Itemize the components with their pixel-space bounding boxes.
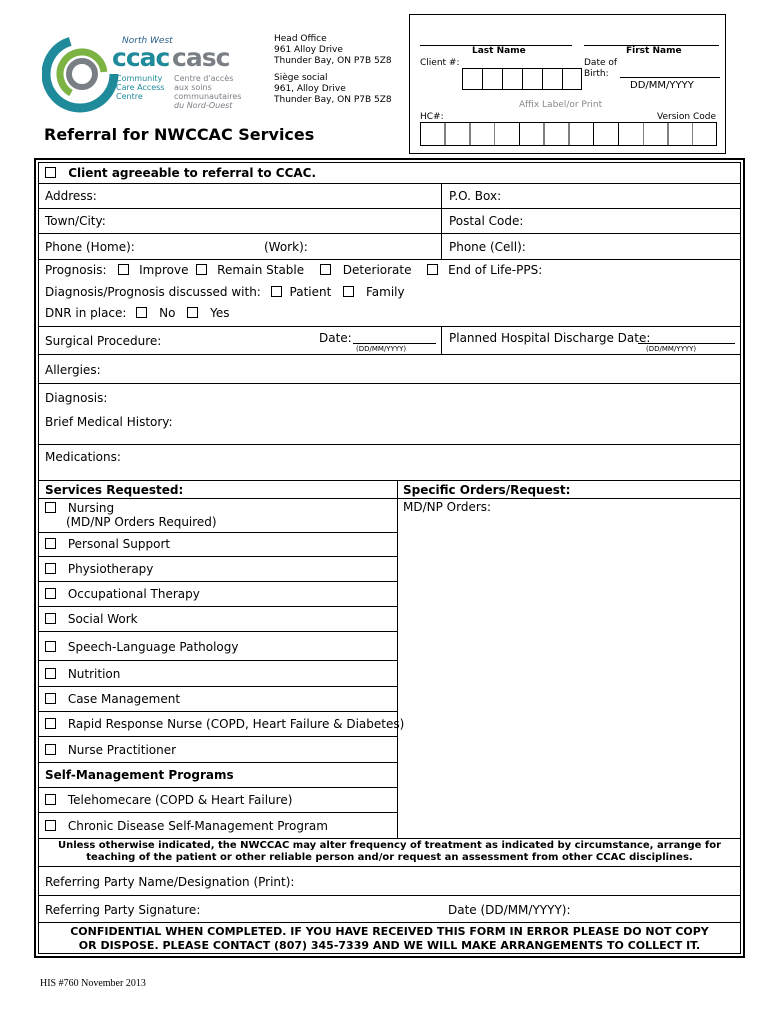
address-label: Address: — [45, 189, 97, 203]
town-label: Town/City: — [45, 214, 106, 228]
last-name-label: Last Name — [472, 46, 526, 56]
case-management-label: Case Management — [67, 692, 181, 706]
family-checkbox[interactable] — [343, 286, 354, 297]
logo-en-text — [116, 74, 164, 101]
phone-cell-label: Phone (Cell): — [449, 240, 526, 254]
rapid-response-label: Rapid Response Nurse (COPD, Heart Failure & Diabetes) — [67, 717, 405, 731]
hc-number-boxes[interactable] — [420, 122, 717, 146]
notice-line: Unless otherwise indicated, the NWCCAC may alter frequency of treatment as indicated by circumstance, arrange for — [57, 840, 722, 851]
dob-label-1: Date of — [584, 58, 618, 68]
dnr-row — [45, 306, 229, 320]
form-footer: HIS #760 November 2013 — [40, 978, 146, 989]
ccac-logo — [42, 34, 242, 112]
nursing-note: (MD/NP Orders Required) — [66, 515, 217, 529]
referring-signature-label: Referring Party Signature: — [45, 903, 201, 917]
medications-label: Medications: — [45, 450, 121, 464]
dnr-no-checkbox[interactable] — [136, 307, 147, 318]
diagnosis-label: Diagnosis: — [45, 391, 108, 405]
deteriorate-label: Deteriorate — [342, 263, 412, 277]
physiotherapy-label: Physiotherapy — [67, 562, 154, 576]
nutrition-checkbox[interactable] — [45, 668, 56, 679]
end-of-life-label: End of Life-PPS: — [448, 263, 543, 277]
nursing-row — [45, 501, 114, 515]
referring-name-label: Referring Party Name/Designation (Print): — [45, 875, 295, 889]
end-of-life-checkbox[interactable] — [427, 264, 438, 275]
address-input[interactable] — [100, 186, 438, 206]
hc-label: HC#: — [420, 112, 444, 122]
self-management-heading: Self-Management Programs — [45, 768, 234, 782]
service-item-rapid-response — [45, 717, 404, 731]
surgical-date-format: (DD/MM/YYYY) — [356, 345, 407, 353]
client-agreeable-label: Client agreeable to referral to CCAC. — [68, 166, 317, 180]
self-mgmt-item-chronic-disease — [45, 819, 328, 833]
phone-work-label: (Work): — [264, 240, 308, 254]
affix-label-text: Affix Label/or Print — [519, 100, 603, 110]
prognosis-row — [45, 263, 542, 277]
postal-code-label: Postal Code: — [449, 214, 524, 228]
head-office-street: 961 Alloy Drive — [274, 45, 343, 55]
siege-city: Thunder Bay, ON P7B 5Z8 — [274, 95, 392, 105]
service-item-case-management — [45, 692, 180, 706]
nurse-practitioner-checkbox[interactable] — [45, 744, 56, 755]
service-item-personal-support — [45, 537, 170, 551]
telehomecare-label: Telehomecare (COPD & Heart Failure) — [67, 793, 293, 807]
logo-fr-line: Centre d'accès — [174, 74, 234, 83]
speech-language-label: Speech-Language Pathology — [67, 640, 239, 654]
remain-stable-checkbox[interactable] — [196, 264, 207, 275]
service-item-occupational-therapy — [45, 587, 200, 601]
logo-fr-line: communautaires — [174, 92, 242, 101]
dnr-yes-checkbox[interactable] — [187, 307, 198, 318]
improve-label: Improve — [139, 263, 189, 277]
social-work-checkbox[interactable] — [45, 613, 56, 624]
nursing-checkbox[interactable] — [45, 502, 56, 513]
occupational-therapy-checkbox[interactable] — [45, 588, 56, 599]
deteriorate-checkbox[interactable] — [320, 264, 331, 275]
dnr-label: DNR in place: — [45, 306, 127, 320]
discharge-date-format: (DD/MM/YYYY) — [646, 345, 697, 353]
confidential-line: CONFIDENTIAL WHEN COMPLETED. IF YOU HAVE RECEIVED THIS FORM IN ERROR PLEASE DO NOT COPY — [70, 925, 709, 938]
nurse-practitioner-label: Nurse Practitioner — [67, 743, 177, 757]
improve-checkbox[interactable] — [118, 264, 129, 275]
client-agreeable-checkbox[interactable] — [45, 167, 56, 178]
diag-discussed-label: Diagnosis/Prognosis discussed with: — [45, 285, 261, 299]
head-office-city: Thunder Bay, ON P7B 5Z8 — [274, 56, 392, 66]
logo-swirl-icon — [42, 34, 122, 114]
remain-stable-label: Remain Stable — [217, 263, 305, 277]
service-item-social-work — [45, 612, 138, 626]
head-office-label: Head Office — [274, 34, 327, 44]
logo-casc: casc — [172, 43, 230, 72]
patient-label: Patient — [289, 285, 332, 299]
nutrition-label: Nutrition — [67, 667, 121, 681]
nursing-label: Nursing — [67, 501, 115, 515]
treatment-notice — [38, 840, 741, 864]
chronic-disease-label: Chronic Disease Self-Management Program — [67, 819, 328, 833]
logo-en-line: Centre — [116, 92, 143, 101]
self-mgmt-item-telehomecare — [45, 793, 292, 807]
phone-home-label: Phone (Home): — [45, 240, 135, 254]
service-item-speech-language — [45, 640, 239, 654]
referring-date-label: Date (DD/MM/YYYY): — [448, 903, 571, 917]
diag-discussed-row — [45, 285, 405, 299]
service-item-nutrition — [45, 667, 120, 681]
dob-format: DD/MM/YYYY — [630, 80, 694, 91]
client-agreeable-row — [45, 166, 316, 180]
service-item-physiotherapy — [45, 562, 153, 576]
family-label: Family — [365, 285, 405, 299]
logo-en-line: Community — [116, 74, 163, 83]
history-label: Brief Medical History: — [45, 415, 173, 429]
rapid-response-checkbox[interactable] — [45, 718, 56, 729]
case-management-checkbox[interactable] — [45, 693, 56, 704]
logo-en-line: Care Access — [116, 83, 165, 92]
discharge-date-label: Planned Hospital Discharge Date: — [449, 331, 651, 345]
surgical-date-label: Date: — [319, 331, 352, 345]
first-name-label: First Name — [626, 46, 682, 56]
dob-label-2: Birth: — [584, 69, 609, 79]
personal-support-label: Personal Support — [67, 537, 171, 551]
allergies-label: Allergies: — [45, 363, 101, 377]
logo-fr-line: du Nord-Ouest — [174, 101, 233, 110]
dnr-yes-label: Yes — [210, 306, 230, 320]
surgical-label: Surgical Procedure: — [45, 334, 162, 348]
client-number-boxes[interactable] — [462, 68, 582, 90]
client-number-label: Client #: — [420, 58, 460, 68]
patient-checkbox[interactable] — [271, 286, 282, 297]
patient-label-box — [409, 14, 726, 154]
logo-ccac: ccac — [112, 43, 170, 72]
md-np-orders-label: MD/NP Orders: — [403, 500, 492, 514]
chronic-disease-checkbox[interactable] — [45, 820, 56, 831]
logo-fr-text — [174, 74, 241, 110]
version-code-label: Version Code — [657, 112, 716, 122]
form-inner-border — [38, 162, 741, 954]
siege-label: Siège social — [274, 73, 328, 83]
logo-fr-line: aux soins — [174, 83, 212, 92]
confidential-line: OR DISPOSE. PLEASE CONTACT (807) 345-7339 AND WE WILL MAKE ARRANGEMENTS TO COLLECT IT. — [78, 939, 701, 952]
siege-street: 961, Alloy Drive — [274, 84, 346, 94]
office-address — [274, 34, 392, 106]
occupational-therapy-label: Occupational Therapy — [67, 587, 200, 601]
prognosis-label: Prognosis: — [45, 263, 107, 277]
orders-heading: Specific Orders/Request: — [403, 483, 571, 497]
service-item-nurse-practitioner — [45, 743, 176, 757]
form-title: Referral for NWCCAC Services — [44, 125, 315, 144]
speech-language-checkbox[interactable] — [45, 641, 56, 652]
social-work-label: Social Work — [67, 612, 138, 626]
dnr-no-label: No — [159, 306, 176, 320]
notice-line: teaching of the patient or other reliable person and/or request an assessment from other CCAC disciplines. — [86, 852, 693, 863]
telehomecare-checkbox[interactable] — [45, 794, 56, 805]
personal-support-checkbox[interactable] — [45, 538, 56, 549]
confidential-notice — [38, 925, 741, 953]
po-box-label: P.O. Box: — [449, 189, 502, 203]
services-heading: Services Requested: — [45, 483, 184, 497]
logo-region: North West — [122, 36, 173, 46]
physiotherapy-checkbox[interactable] — [45, 563, 56, 574]
